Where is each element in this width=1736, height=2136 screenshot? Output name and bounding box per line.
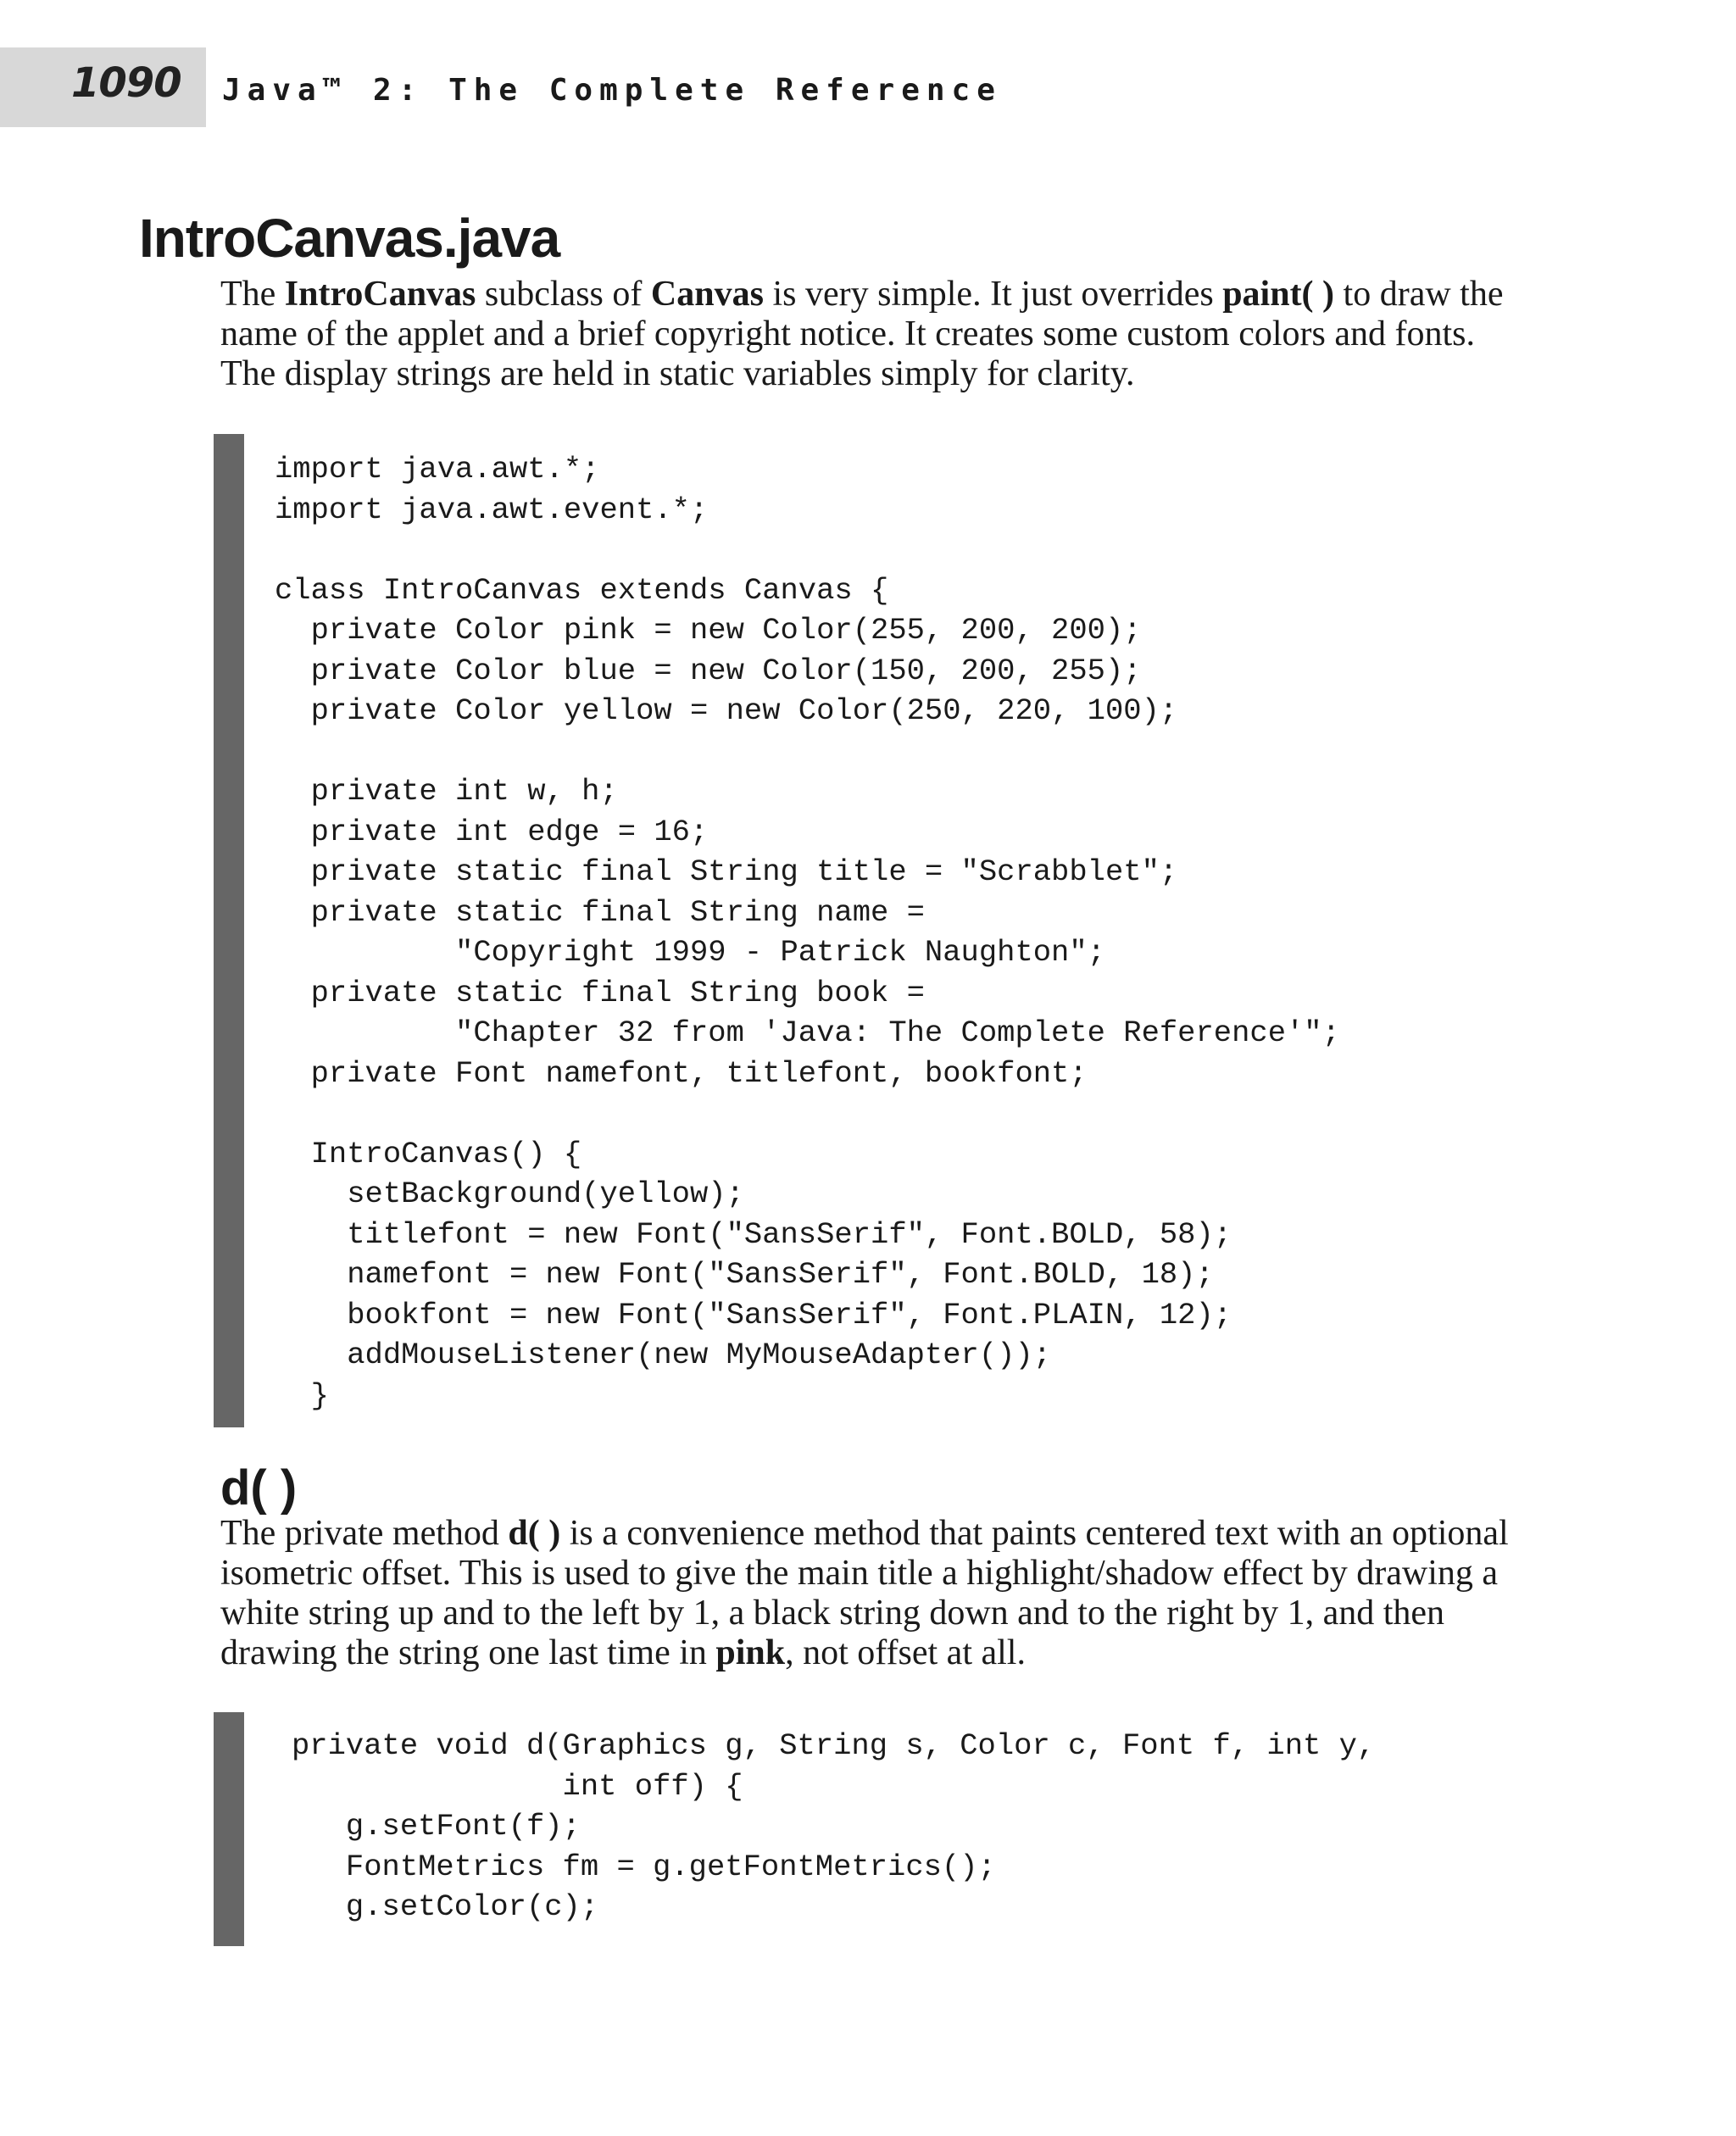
bold-term: Canvas <box>650 275 764 314</box>
subsection-paragraph <box>220 1514 1509 1673</box>
running-head: Java™ 2: The Complete Reference <box>222 73 1002 108</box>
bold-term: paint( ) <box>1222 275 1335 314</box>
code-listing: private void d(Graphics g, String s, Color c, Font f, int y, int off) { g.setFont(f); FontMetrics fm = g.getFontMetrics(); g.setColor(c); <box>292 1728 1376 1924</box>
subsection-heading: d( ) <box>220 1460 298 1516</box>
bold-term: pink <box>715 1633 786 1672</box>
text-run: The <box>220 275 285 314</box>
text-run: The private method <box>220 1514 509 1553</box>
text-run: is a convenience method that paints centered text with an optional isometric offset. This is used to give the main title a highlight/shadow effect by drawing a white string up and to the left by 1, a black string down and to the right by 1, and then drawing the string one last time in <box>220 1514 1509 1672</box>
text-run: to draw the name of the applet and a brief copyright notice. It creates some custom colors and fonts. The display strings are held in static variables simply for clarity. <box>220 275 1504 393</box>
section-heading: IntroCanvas.java <box>139 208 560 269</box>
page-number: 1090 <box>71 59 181 107</box>
bold-term: IntroCanvas <box>284 275 476 314</box>
text-run: is very simple. It just overrides <box>763 275 1223 314</box>
bold-term: d( ) <box>508 1514 561 1553</box>
code-listing: import java.awt.*; import java.awt.event.*; class IntroCanvas extends Canvas { private Color pink = new Color(255, 200, 200); private Color blue = new Color(150, 200, 255); private Color yellow = new Color(250, 220, 100); private int w, h; private int edge = 16; private static final String title = "Scrabblet"; private static final String name = "Copyright 1999 - Patrick Naughton"; private static final String book = "Chapter 32 from 'Java: The Complete Reference'"; private Font namefont, titlefont, bookfont; IntroCanvas() { setBackground(yellow); titlefont = new Font("SansSerif", Font.BOLD, 58); namefont = new Font("SansSerif", Font.BOLD, 18); bookfont = new Font("SansSerif", Font.PLAIN, 12); addMouseListener(new MyMouseAdapter()); } <box>275 452 1340 1413</box>
code-block-bar <box>214 1712 244 1946</box>
text-run: subclass of <box>476 275 651 314</box>
code-block-bar <box>214 434 244 1427</box>
text-run: , not offset at all. <box>785 1633 1026 1672</box>
section-paragraph <box>220 275 1509 394</box>
